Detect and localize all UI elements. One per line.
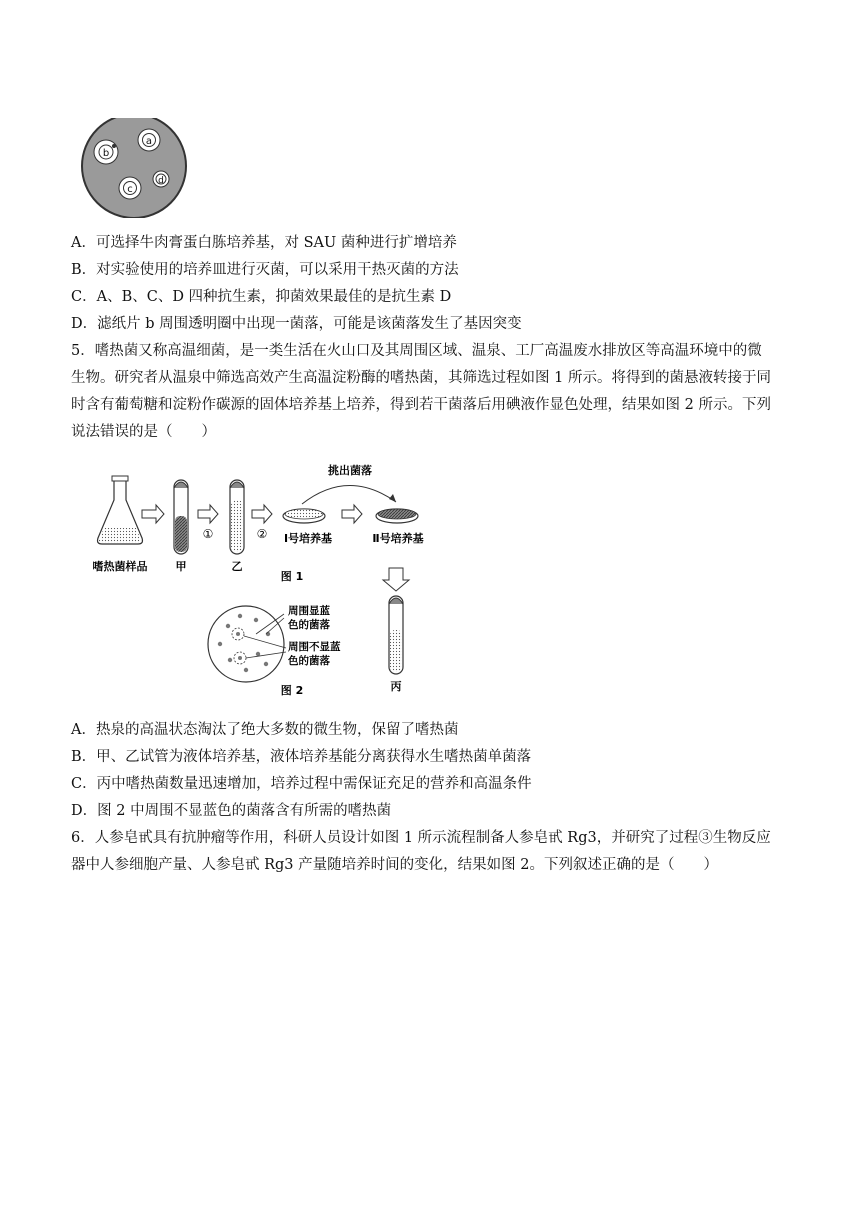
arrow-to-bing — [383, 568, 409, 591]
medium-2-dish — [376, 509, 418, 523]
antibiotic-plate-figure — [80, 118, 192, 218]
thermophile-screening-figure — [80, 458, 460, 698]
q4-option-d: D．滤纸片 b 周围透明圈中出现一菌落，可能是该菌落发生了基因突变 — [71, 316, 522, 332]
noblue-colony-label-line-2: 色的菌落 — [288, 655, 330, 667]
q5-option-a: A．热泉的高温状态淘汰了绝大多数的微生物，保留了嗜热菌 — [71, 722, 459, 738]
blue-colony-label-line-1: 周围显蓝 — [288, 605, 330, 617]
step-1-label: ① — [202, 527, 214, 541]
disc-label-a: a — [145, 136, 153, 147]
tube-jia-label: 甲 — [175, 560, 187, 573]
medium-1-dish — [283, 509, 325, 523]
q5-option-d: D．图 2 中周围不显蓝色的菌落含有所需的嗜热菌 — [71, 803, 392, 819]
sample-label: 嗜热菌样品 — [92, 560, 148, 573]
iodine-plate — [208, 606, 286, 682]
q6-stem-line-1: 6．人参皂甙具有抗肿瘤等作用，科研人员设计如图 1 所示流程制备人参皂甙 Rg3，并研究了过程③生物反应 — [71, 830, 771, 846]
filter-disc-d — [153, 171, 169, 187]
figure-2-label: 图 2 — [280, 684, 304, 697]
noblue-colony-label-line-1: 周围不显蓝 — [288, 641, 341, 653]
tube-jia — [174, 480, 188, 554]
tube-bing-label: 丙 — [390, 680, 402, 693]
q5-option-b: B．甲、乙试管为液体培养基，液体培养基能分离获得水生嗜热菌单菌落 — [71, 749, 532, 765]
disc-label-b: b — [102, 148, 110, 159]
blue-colony-label-line-2: 色的菌落 — [288, 619, 330, 631]
arrow-to-jia — [142, 505, 164, 523]
q5-stem-line-2: 生物。研究者从温泉中筛选高效产生高温淀粉酶的嗜热菌，其筛选过程如图 1 所示。将得到的菌悬液转接于同 — [71, 370, 771, 386]
filter-disc-b — [94, 140, 118, 164]
q5-stem-line-3: 时含有葡萄糖和淀粉作碳源的固体培养基上培养，得到若干菌落后用碘液作显色处理，结果如图 2 所示。下列 — [71, 397, 771, 413]
disc-label-c: c — [127, 184, 133, 195]
petri-dish — [82, 118, 186, 218]
q4-option-c: C．A、B、C、D 四种抗生素，抑菌效果最佳的是抗生素 D — [71, 289, 452, 305]
tube-bing — [389, 596, 403, 674]
pick-colony-label: 挑出菌落 — [328, 464, 372, 477]
tube-yi-label: 乙 — [231, 560, 243, 573]
medium-1-label: Ⅰ号培养基 — [283, 532, 333, 545]
q6-stem-line-2: 器中人参细胞产量、人参皂甙 Rg3 产量随培养时间的变化，结果如图 2。下列叙述正确的是（ ） — [71, 857, 718, 873]
q4-option-b: B．对实验使用的培养皿进行灭菌，可以采用干热灭菌的方法 — [71, 262, 459, 278]
sample-flask — [98, 476, 143, 544]
filter-disc-a — [138, 129, 160, 151]
step-2-label: ② — [256, 527, 268, 541]
arrow-step-1 — [198, 505, 218, 523]
figure-1-label: 图 1 — [280, 570, 304, 583]
tube-yi — [230, 480, 244, 554]
filter-disc-c — [119, 177, 141, 199]
q5-option-c: C．丙中嗜热菌数量迅速增加，培养过程中需保证充足的营养和高温条件 — [71, 776, 532, 792]
q5-stem-line-1: 5．嗜热菌又称高温细菌，是一类生活在火山口及其周围区域、温泉、工厂高温废水排放区等高温环境中的微 — [71, 343, 762, 359]
disc-label-d: d — [158, 176, 164, 186]
q5-stem-line-4: 说法错误的是（ ） — [71, 424, 216, 440]
pick-colony-arrow — [302, 485, 396, 504]
q4-option-a: A．可选择牛肉膏蛋白胨培养基，对 SAU 菌种进行扩增培养 — [71, 235, 457, 251]
arrow-to-medium-2 — [342, 505, 362, 523]
medium-2-label: Ⅱ号培养基 — [372, 532, 424, 545]
arrow-step-2 — [252, 505, 272, 523]
